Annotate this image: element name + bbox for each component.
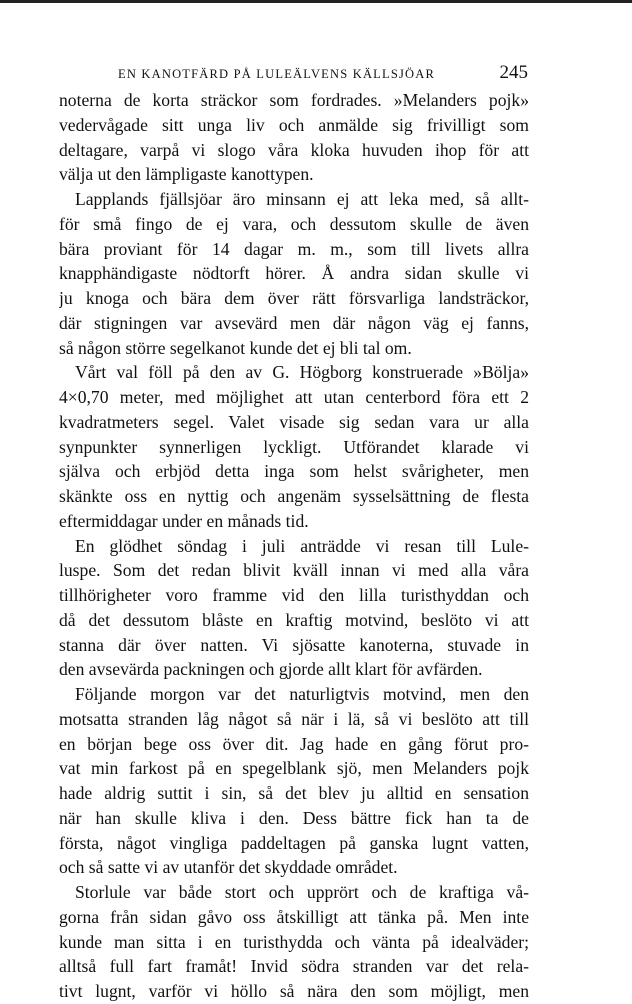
- text-line: och så satte vi av utanför det skyddade området.: [59, 857, 398, 878]
- text-line: synpunkter synnerligen lyckligt. Utförandet klarade vi: [59, 436, 529, 457]
- text-line: Följande morgon var det naturligtvis motvind, men den: [75, 684, 529, 704]
- text-line: tivt lugnt, varför vi höllo så nära den som möjligt, men: [59, 981, 529, 1001]
- page-header: [118, 62, 528, 90]
- text-line: En glödhet söndag i juli anträdde vi resan till Lule-: [75, 535, 529, 556]
- text-line: motsatta stranden låg något så när i lä, så vi beslöto att till: [59, 708, 529, 729]
- text-line: noterna de korta sträckor som fordrades. »Melanders pojk»: [59, 90, 529, 110]
- text-line: där stigningen var avsevärd men där någon väg ej fanns,: [59, 312, 529, 333]
- text-line: kvadratmeters segel. Valet visade sig sedan vara ur alla: [59, 411, 529, 432]
- text-line: Storlule var både stort och upprört och de kraftiga vå-: [75, 882, 529, 902]
- text-line: stanna där över natten. Vi sjösatte kanoterna, stuvade in: [59, 634, 529, 655]
- text-line: 4×0,70 meter, med möjlighet att utan centerbord föra ett 2: [59, 387, 529, 407]
- text-line: deltagare, varpå vi slogo våra kloka huvuden ihop för att: [59, 139, 529, 160]
- text-line: välja ut den lämpligaste kanottypen.: [59, 164, 314, 185]
- text-line: tillhörigheter voro framme vid den lilla turisthyddan och: [59, 585, 529, 605]
- text-line: luspe. Som det redan blivit kväll innan vi med alla våra: [59, 560, 529, 581]
- text-line: den avsevärda packningen och gjorde allt klart för avfärden.: [59, 659, 483, 680]
- text-line: skänkte oss en nyttig och angenäm sysselsättning de flesta: [59, 486, 529, 506]
- text-line: Lapplands fjällsjöar äro minsann ej att leka med, så allt-: [75, 189, 529, 209]
- page-number: 245: [499, 62, 528, 83]
- text-line: vedervågade sitt unga liv och anmälde sig frivilligt som: [59, 114, 529, 135]
- text-line: kunde man sitta i en turisthydda och vänta på idealväder;: [59, 931, 529, 952]
- text-line: vat min farkost på en spegelblank sjö, men Melanders pojk: [59, 758, 529, 779]
- text-line: alltså full fart framåt! Invid södra stranden var det rela-: [59, 956, 529, 977]
- text-line: hade aldrig suttit i sin, så det blev ju alltid en sensation: [59, 783, 529, 803]
- text-line: så någon större segelkanot kunde det ej bli tal om.: [59, 337, 412, 358]
- text-line: gorna från sidan gåvo oss åtskilligt att tänka på. Men inte: [59, 906, 529, 927]
- text-line: då det dessutom blåste en kraftig motvind, beslöto vi att: [59, 609, 529, 630]
- text-line: för små fingo de ej vara, och dessutom skulle de även: [59, 213, 529, 234]
- page-top-edge: [0, 0, 632, 3]
- text-line: Vårt val föll på den av G. Högborg konstruerade »Bölja»: [75, 362, 529, 383]
- text-line: bära proviant för 14 dagar m. m., som till livets allra: [59, 238, 529, 259]
- text-line: knapphändigaste nödtorft hörer. Å andra sidan skulle vi: [59, 263, 529, 284]
- text-line: eftermiddagar under en månads tid.: [59, 510, 309, 531]
- text-line: ju knoga och bära dem över rätt försvarliga landsträckor,: [59, 288, 529, 308]
- text-line: en början bege oss över dit. Jag hade en gång förut pro-: [59, 733, 529, 754]
- text-line: första, något vingliga paddeltagen på ganska lugnt vatten,: [59, 832, 529, 853]
- running-head: EN KANOTFÄRD PÅ LULEÄLVENS KÄLLSJÖAR: [118, 67, 436, 81]
- text-line: själva och erbjöd detta inga som helst svårigheter, men: [59, 461, 529, 482]
- body-text: [59, 88, 529, 1004]
- text-line: när han skulle kliva i den. Dess bättre fick han ta de: [59, 807, 529, 828]
